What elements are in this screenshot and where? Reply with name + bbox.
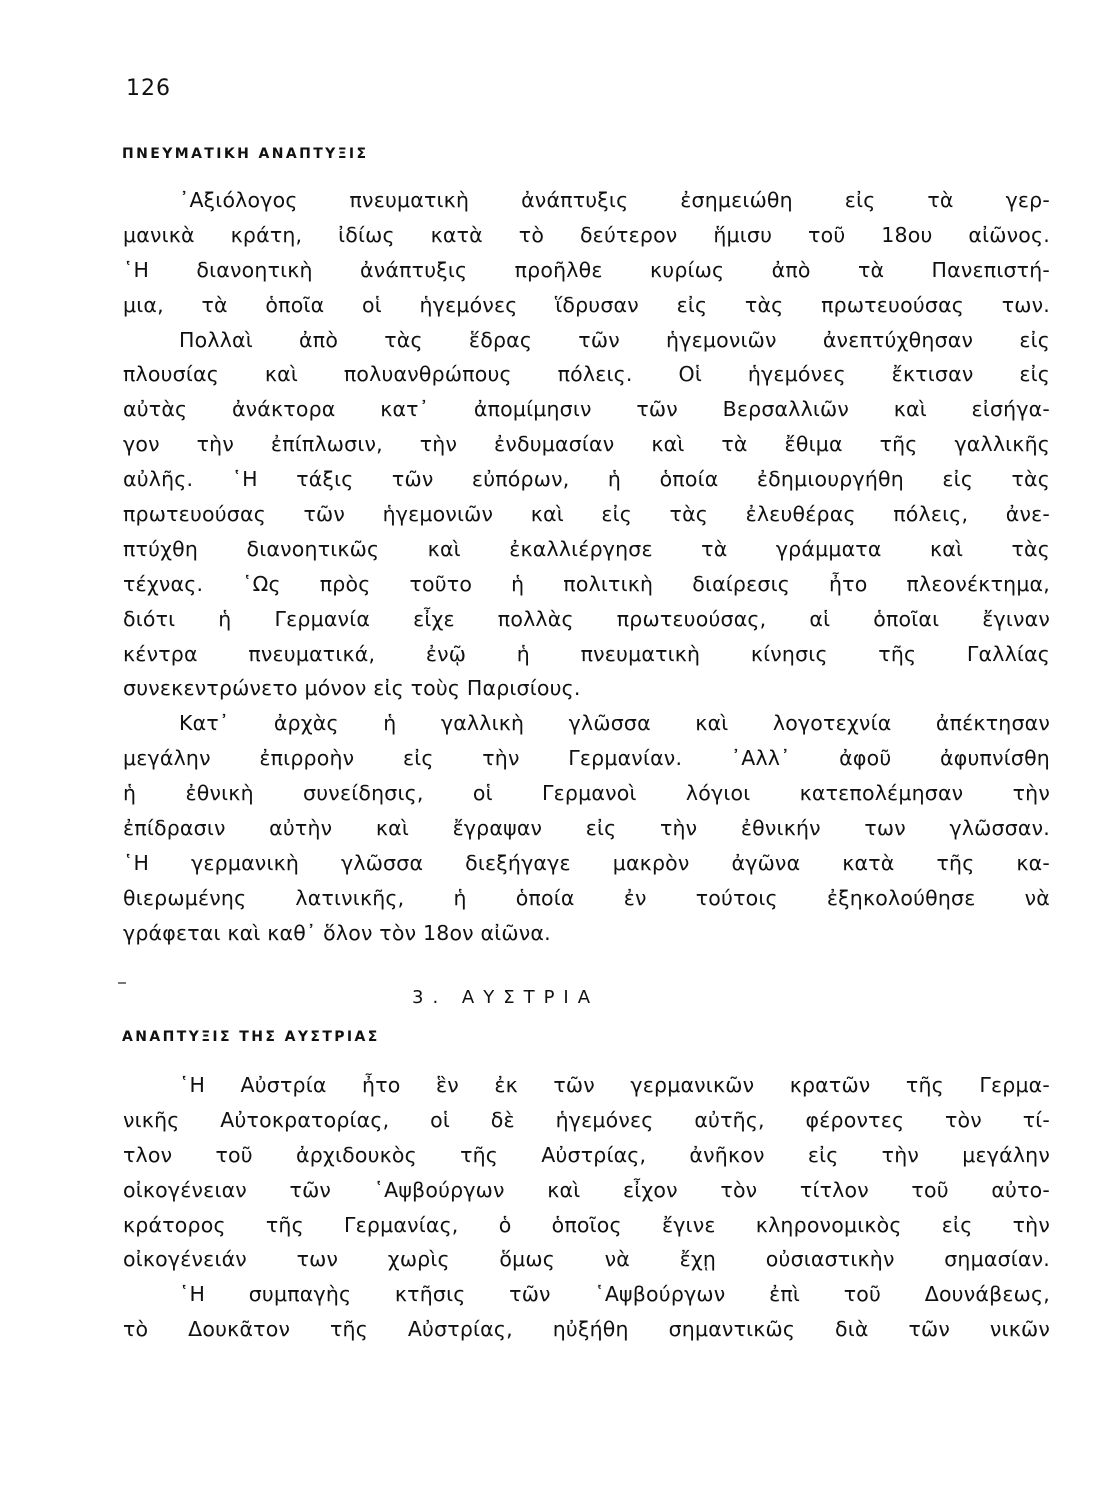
- text-line: ῾Η γερμανικὴ γλῶσσα διεξήγαγε μακρὸν ἀγῶνα κατὰ τῆς κα-: [123, 850, 1050, 875]
- text-line: οἰκογένειάν των χωρὶς ὅμως νὰ ἔχῃ οὐσιαστικὴν σημασίαν.: [123, 1247, 1050, 1272]
- section-heading-intellectual-development: ΠΝΕΥΜΑΤΙΚΗ ΑΝΑΠΤΥΞΙΣ: [122, 146, 369, 162]
- text-line: διότι ἡ Γερμανία εἶχε πολλὰς πρωτευούσας, αἱ ὁποῖαι ἔγιναν: [123, 606, 1050, 631]
- text-line: ἡ ἐθνικὴ συνείδησις, οἱ Γερμανοὶ λόγιοι κατεπολέμησαν τὴν: [123, 781, 1050, 806]
- text-line: ῾Η Αὐστρία ἦτο ἓν ἐκ τῶν γερμανικῶν κρατῶν τῆς Γερμα-: [179, 1073, 1050, 1097]
- text-line: νικῆς Αὐτοκρατορίας, οἱ δὲ ἡγεμόνες αὐτῆς, φέροντες τὸν τί-: [123, 1107, 1050, 1132]
- text-line: μανικὰ κράτη, ἰδίως κατὰ τὸ δεύτερον ἥμισυ τοῦ 18ου αἰῶνος.: [123, 222, 1050, 247]
- text-line: ἐπίδρασιν αὐτὴν καὶ ἔγραψαν εἰς τὴν ἐθνικήν των γλῶσσαν.: [123, 816, 1050, 841]
- text-line: αὐλῆς. ῾Η τάξις τῶν εὐπόρων, ἡ ὁποία ἐδημιουργήθη εἰς τὰς: [123, 467, 1050, 492]
- text-line: τλον τοῦ ἀρχιδουκὸς τῆς Αὐστρίας, ἀνῆκον εἰς τὴν μεγάλην: [123, 1142, 1050, 1167]
- text-line: οἰκογένειαν τῶν ῾Αψβούργων καὶ εἶχον τὸν τίτλον τοῦ αὐτο-: [123, 1177, 1050, 1202]
- text-line: γον τὴν ἐπίπλωσιν, τὴν ἐνδυμασίαν καὶ τὰ ἔθιμα τῆς γαλλικῆς: [123, 432, 1050, 457]
- section-heading-austria-development: ΑΝΑΠΤΥΞΙΣ ΤΗΣ ΑΥΣΤΡΙΑΣ: [122, 1029, 380, 1045]
- chapter-title: 3. ΑΥΣΤΡΙΑ: [412, 987, 600, 1008]
- section-body-austria-development: [123, 1068, 1050, 1347]
- text-line: μια, τὰ ὁποῖα οἱ ἡγεμόνες ἵδρυσαν εἰς τὰς πρωτευούσας των.: [123, 292, 1050, 317]
- text-line: ῾Η συμπαγὴς κτῆσις τῶν ῾Αψβούργων ἐπὶ τοῦ Δουνάβεως,: [179, 1282, 1050, 1307]
- text-line: συνεκεντρώνετο μόνον εἰς τοὺς Παρισίους.: [123, 676, 581, 701]
- text-line: κράτορος τῆς Γερμανίας, ὁ ὁποῖος ἔγινε κληρονομικὸς εἰς τὴν: [123, 1212, 1050, 1237]
- text-line: γράφεται καὶ καθ᾿ ὅλον τὸν 18ον αἰῶνα.: [123, 920, 551, 945]
- text-line: τέχνας. ῾Ως πρὸς τοῦτο ἡ πολιτικὴ διαίρεσις ἦτο πλεονέκτημα,: [123, 571, 1050, 596]
- page-number: 126: [126, 76, 171, 101]
- text-line: Κατ᾿ ἀρχὰς ἡ γαλλικὴ γλῶσσα καὶ λογοτεχνία ἀπέκτησαν: [179, 711, 1050, 736]
- text-line: θιερωμένης λατινικῆς, ἡ ὁποία ἐν τούτοις ἐξηκολούθησε νὰ: [123, 885, 1050, 910]
- text-line: πτύχθη διανοητικῶς καὶ ἐκαλλιέργησε τὰ γράμματα καὶ τὰς: [123, 536, 1050, 561]
- text-line: πλουσίας καὶ πολυανθρώπους πόλεις. Οἱ ἡγεμόνες ἔκτισαν εἰς: [123, 362, 1050, 387]
- text-line: αὐτὰς ἀνάκτορα κατ᾿ ἀπομίμησιν τῶν Βερσαλλιῶν καὶ εἰσήγα-: [123, 397, 1050, 422]
- text-line: τὸ Δουκᾶτον τῆς Αὐστρίας, ηὐξήθη σημαντικῶς διὰ τῶν νικῶν: [123, 1317, 1050, 1342]
- print-mark: [118, 982, 126, 984]
- text-line: κέντρα πνευματικά, ἐνῷ ἡ πνευματικὴ κίνησις τῆς Γαλλίας: [123, 641, 1050, 666]
- section-body-intellectual-development: [123, 183, 1050, 951]
- text-line: Πολλαὶ ἀπὸ τὰς ἕδρας τῶν ἡγεμονιῶν ἀνεπτύχθησαν εἰς: [179, 327, 1050, 352]
- text-line: μεγάλην ἐπιρροὴν εἰς τὴν Γερμανίαν. ᾿Αλλ᾿ ἀφοῦ ἀφυπνίσθη: [123, 746, 1050, 771]
- text-line: ᾿Αξιόλογος πνευματικὴ ἀνάπτυξις ἐσημειώθη εἰς τὰ γερ-: [179, 188, 1050, 212]
- text-line: πρωτευούσας τῶν ἡγεμονιῶν καὶ εἰς τὰς ἐλευθέρας πόλεις, ἀνε-: [123, 502, 1050, 527]
- text-line: ῾Η διανοητικὴ ἀνάπτυξις προῆλθε κυρίως ἀπὸ τὰ Πανεπιστή-: [123, 257, 1050, 282]
